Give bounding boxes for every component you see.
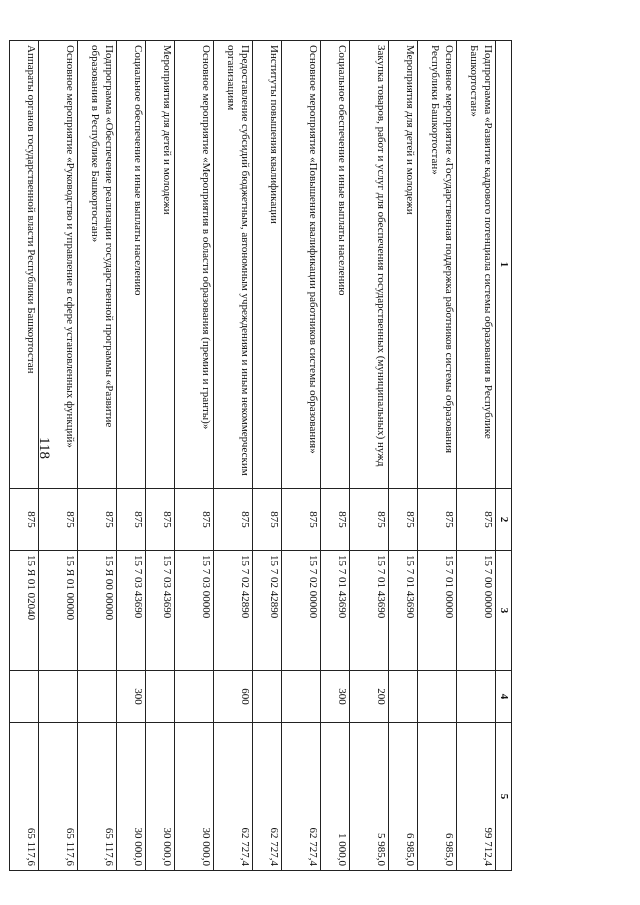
row-name: Закупка товаров, работ и услуг для обеспечения государственных (муниципальных) нужд — [349, 41, 388, 489]
table-row — [252, 41, 281, 871]
table-row — [281, 41, 320, 871]
table-header-row — [495, 41, 511, 871]
row-target-code: 15 7 02 42890 — [213, 551, 252, 671]
row-name: Предоставление субсидий бюджетным, автономным учреждениям и иным некоммерческим организациям — [213, 41, 252, 489]
row-target-code: 15 7 01 00000 — [417, 551, 456, 671]
row-target-code: 15 7 02 42890 — [252, 551, 281, 671]
row-amount: 30 000,0 — [145, 723, 174, 871]
row-amount: 6 985,0 — [417, 723, 456, 871]
row-name: Мероприятия для детей и молодежи — [388, 41, 417, 489]
row-amount: 99 712,4 — [456, 723, 495, 871]
row-name: Социальное обеспечение и иные выплаты населению — [320, 41, 349, 489]
row-target-code: 15 7 01 43690 — [349, 551, 388, 671]
page-number: 118 — [36, 437, 52, 459]
table-row — [9, 41, 38, 871]
budget-table — [9, 40, 512, 871]
row-ministry-code: 875 — [456, 489, 495, 551]
row-expense-type — [252, 671, 281, 723]
row-ministry-code: 875 — [116, 489, 145, 551]
row-amount: 62 727,4 — [213, 723, 252, 871]
row-ministry-code: 875 — [281, 489, 320, 551]
row-ministry-code: 875 — [349, 489, 388, 551]
row-name: Подпрограмма «Развитие кадрового потенциала системы образования в Республике Башкортостан» — [456, 41, 495, 489]
row-name: Подпрограмма «Обеспечение реализации государственной программы «Развитие образования в Республике Башкортостан» — [77, 41, 116, 489]
row-target-code: 15 7 03 00000 — [174, 551, 213, 671]
row-amount: 62 727,4 — [252, 723, 281, 871]
row-expense-type — [38, 671, 77, 723]
row-name: Институты повышения квалификации — [252, 41, 281, 489]
row-name: Основное мероприятие «Мероприятия в области образования (премии и гранты)» — [174, 41, 213, 489]
row-expense-type: 600 — [213, 671, 252, 723]
row-expense-type — [388, 671, 417, 723]
row-expense-type: 300 — [116, 671, 145, 723]
row-target-code: 15 Я 01 00000 — [38, 551, 77, 671]
row-amount: 30 000,0 — [116, 723, 145, 871]
row-target-code: 15 7 03 43690 — [145, 551, 174, 671]
table-row — [320, 41, 349, 871]
header-col-3: 3 — [495, 551, 511, 671]
row-expense-type — [77, 671, 116, 723]
row-expense-type — [145, 671, 174, 723]
row-amount: 5 985,0 — [349, 723, 388, 871]
table-row — [145, 41, 174, 871]
row-name: Основное мероприятие «Государственная поддержка работников системы образования Республики Башкортостан» — [417, 41, 456, 489]
row-amount: 1 000,0 — [320, 723, 349, 871]
row-target-code: 15 7 01 43690 — [320, 551, 349, 671]
row-target-code: 15 7 01 43690 — [388, 551, 417, 671]
row-ministry-code: 875 — [320, 489, 349, 551]
header-col-4: 4 — [495, 671, 511, 723]
row-name: Основное мероприятие «Повышение квалификации работников системы образования» — [281, 41, 320, 489]
row-target-code: 15 7 00 00000 — [456, 551, 495, 671]
row-amount: 62 727,4 — [281, 723, 320, 871]
row-expense-type: 300 — [320, 671, 349, 723]
table-row — [116, 41, 145, 871]
table-row — [213, 41, 252, 871]
row-ministry-code: 875 — [388, 489, 417, 551]
row-expense-type — [174, 671, 213, 723]
row-amount: 30 000,0 — [174, 723, 213, 871]
header-col-5: 5 — [495, 723, 511, 871]
row-target-code: 15 Я 01 02040 — [9, 551, 38, 671]
row-name: Основное мероприятие «Руководство и управление в сфере установленных функций» — [38, 41, 77, 489]
row-amount: 65 117,6 — [38, 723, 77, 871]
row-ministry-code: 875 — [213, 489, 252, 551]
row-name: Мероприятия для детей и молодежи — [145, 41, 174, 489]
table-row — [77, 41, 116, 871]
row-amount: 6 985,0 — [388, 723, 417, 871]
row-amount: 65 117,6 — [77, 723, 116, 871]
row-name: Социальное обеспечение и иные выплаты населению — [116, 41, 145, 489]
row-ministry-code: 875 — [174, 489, 213, 551]
table-row — [388, 41, 417, 871]
row-ministry-code: 875 — [77, 489, 116, 551]
table-row — [349, 41, 388, 871]
table-row — [38, 41, 77, 871]
table-row — [456, 41, 495, 871]
row-expense-type: 200 — [349, 671, 388, 723]
row-name: Аппараты органов государственной власти Республики Башкортостан — [9, 41, 38, 489]
row-amount: 65 117,6 — [9, 723, 38, 871]
row-ministry-code: 875 — [38, 489, 77, 551]
row-ministry-code: 875 — [9, 489, 38, 551]
row-expense-type — [417, 671, 456, 723]
row-expense-type — [281, 671, 320, 723]
row-target-code: 15 7 02 00000 — [281, 551, 320, 671]
row-ministry-code: 875 — [145, 489, 174, 551]
row-target-code: 15 7 03 43690 — [116, 551, 145, 671]
row-target-code: 15 Я 00 00000 — [77, 551, 116, 671]
row-expense-type — [456, 671, 495, 723]
table-row — [417, 41, 456, 871]
table-row — [174, 41, 213, 871]
row-ministry-code: 875 — [417, 489, 456, 551]
row-expense-type — [9, 671, 38, 723]
header-col-1: 1 — [495, 41, 511, 489]
header-col-2: 2 — [495, 489, 511, 551]
row-ministry-code: 875 — [252, 489, 281, 551]
